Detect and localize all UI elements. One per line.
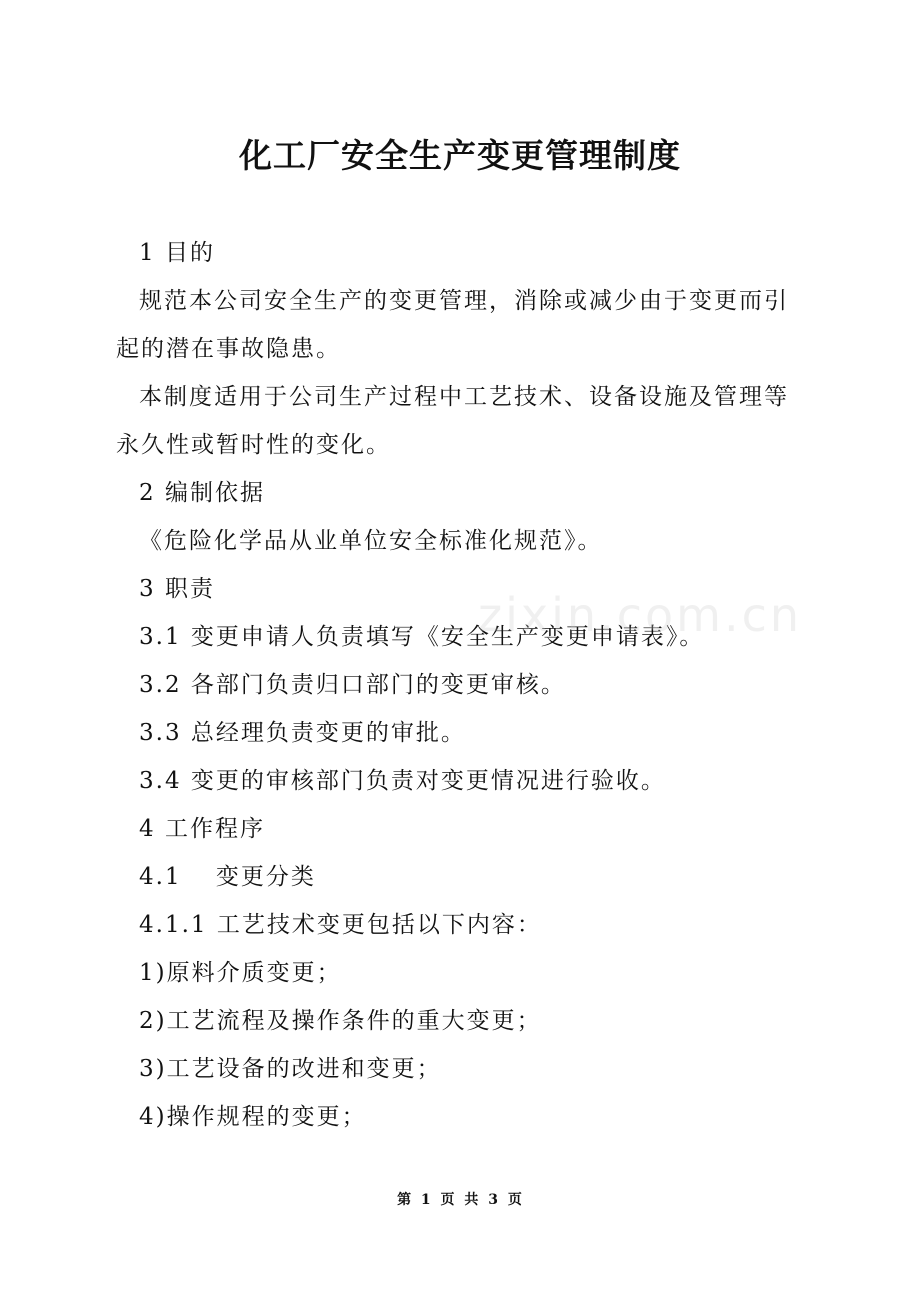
paragraph-duty-3-4: 3.4 变更的审核部门负责对变更情况进行验收。 [139,768,666,794]
paragraph-duty-3-2: 3.2 各部门负责归口部门的变更审核。 [139,672,566,698]
list-item-3: 3)工艺设备的改进和变更； [139,1056,442,1082]
list-item-2: 2)工艺流程及操作条件的重大变更； [139,1008,542,1034]
watermark: zixin.com.cn [478,588,803,642]
paragraph-4-1-1: 4.1.1 工艺技术变更包括以下内容： [139,912,542,938]
paragraph-purpose-2: 本制度适用于公司生产过程中工艺技术、设备设施及管理等永久性或暂时性的变化。 [116,384,789,458]
list-item-1: 1)原料介质变更； [139,960,342,986]
paragraph-duty-3-1: 3.1 变更申请人负责填写《安全生产变更申请表》。 [139,624,705,650]
list-item-4: 4)操作规程的变更； [139,1104,367,1130]
paragraph-4-1: 4.1 变更分类 [139,864,316,890]
section-heading-duties: 3 职责 [139,576,215,602]
paragraph-duty-3-3: 3.3 总经理负责变更的审批。 [139,720,466,746]
document-body [116,229,808,1141]
document-title: 化工厂安全生产变更管理制度 [239,136,681,175]
section-heading-procedure: 4 工作程序 [139,816,265,842]
section-heading-basis: 2 编制依据 [139,480,265,506]
paragraph-purpose-1: 规范本公司安全生产的变更管理，消除或减少由于变更而引起的潜在事故隐患。 [116,288,789,362]
section-heading-purpose: 1 目的 [139,240,215,266]
paragraph-basis: 《危险化学品从业单位安全标准化规范》。 [139,528,603,554]
page-footer: 第 1 页 共 3 页 [397,1192,523,1208]
